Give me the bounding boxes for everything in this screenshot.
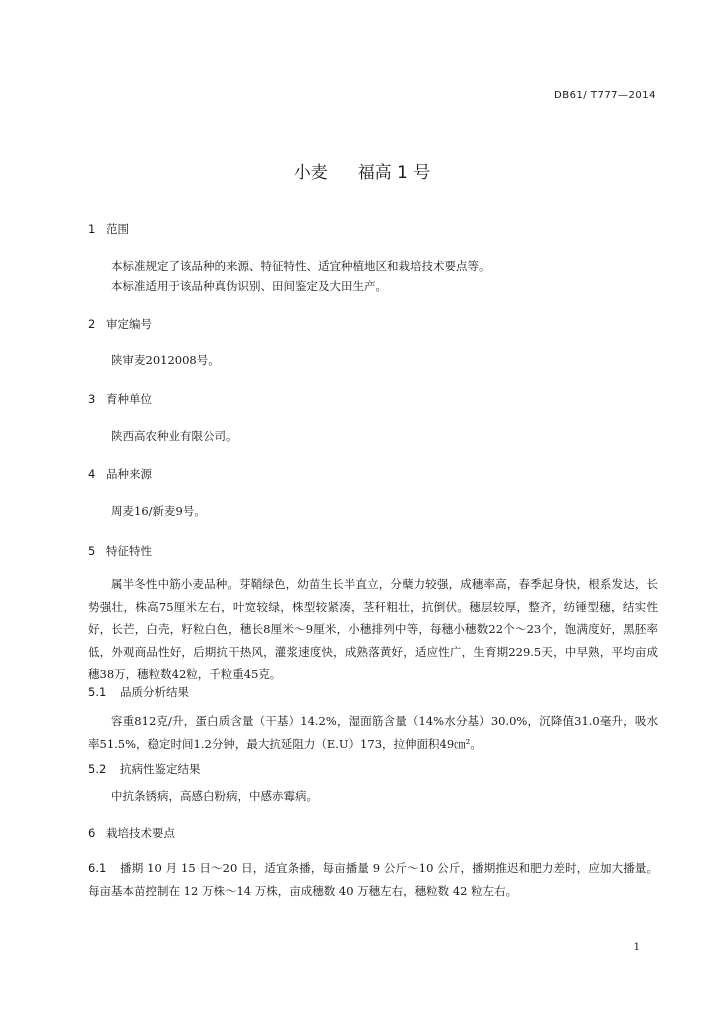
section-number: 5.1 [88, 685, 107, 699]
section-number: 3 [88, 392, 96, 406]
section-heading-scope [88, 221, 129, 237]
sowing-text: 播期 10 月 15 日～20 日，适宜条播，每亩播量 9 公斤～10 公斤，播期推迟和肥力差时，应加大播量。每亩基本苗控制在 12 万株～14 万株，亩成穗数 40 万穗左右，穗粒数 42 粒左右。 [88, 861, 658, 898]
origin-text: 周麦16/新麦9号。 [111, 504, 206, 518]
section-title: 抗病性鉴定结果 [120, 762, 201, 776]
scope-line-2: 本标准适用于该品种真伪识别、田间鉴定及大田生产。 [111, 279, 387, 293]
page-number: 1 [633, 942, 640, 953]
quality-paragraph: 容重812克/升，蛋白质含量（干基）14.2%，湿面筋含量（14%水分基）30.0%，沉降值31.0毫升，吸水率51.5%，稳定时间1.2分钟，最大抗延阻力（E.U）173，拉伸面积49㎝²。 [88, 714, 658, 751]
approval-number-text: 陕审麦2012008号。 [111, 353, 220, 367]
section-title: 特征特性 [106, 544, 152, 558]
section-heading-cultivation [88, 825, 175, 841]
title-part-2: 福高 1 号 [357, 163, 431, 183]
section-title: 审定编号 [106, 317, 152, 331]
breeder-text: 陕西高农种业有限公司。 [111, 429, 238, 443]
section-number [88, 861, 120, 875]
section-number: 5.2 [88, 762, 107, 776]
section-number: 4 [88, 467, 96, 481]
characteristics-paragraph: 属半冬性中筋小麦品种。芽鞘绿色，幼苗生长半直立，分蘖力较强，成穗率高，春季起身快，根系发达，长势强壮，株高75厘米左右，叶宽较绿，株型较紧凑，茎秆粗壮，抗倒伏。穗层较厚，整齐，纺锤型穗，结实性好，长芒，白壳，籽粒白色，穗长8厘米～9厘米，小穗排列中等，每穗小穗数22个～23个，饱满度好，黑胚率低，外观商品性好，后期抗干热风，灌浆速度快，成熟落黄好，适应性广，生育期229.5天，中早熟，平均亩成穗38万，穗粒数42粒，千粒重45克。 [88, 577, 658, 681]
section-title: 范围 [106, 222, 129, 236]
title-part-1: 小麦 [293, 163, 328, 183]
section-heading-quality [88, 684, 189, 700]
section-heading-approval-number [88, 316, 152, 332]
section-title: 品种来源 [106, 467, 152, 481]
section-title: 品质分析结果 [120, 685, 189, 699]
section-heading-origin [88, 466, 152, 482]
section-number: 1 [88, 222, 96, 236]
section-heading-characteristics [88, 543, 152, 559]
section-title: 育种单位 [106, 392, 152, 406]
section-number: 2 [88, 317, 96, 331]
disease-resistance-text: 中抗条锈病，高感白粉病，中感赤霉病。 [111, 789, 318, 803]
section-number: 5 [88, 544, 96, 558]
section-heading-breeder [88, 391, 152, 407]
section-number-text: 6.1 [88, 861, 107, 875]
standard-code: DB61/ T777—2014 [554, 90, 656, 101]
section-number: 6 [88, 826, 96, 840]
document-title [0, 158, 724, 183]
section-title: 栽培技术要点 [106, 826, 175, 840]
scope-line-1: 本标准规定了该品种的来源、特征特性、适宜种植地区和栽培技术要点等。 [111, 259, 491, 273]
sowing-paragraph [88, 857, 658, 902]
section-heading-disease-resistance [88, 761, 201, 777]
